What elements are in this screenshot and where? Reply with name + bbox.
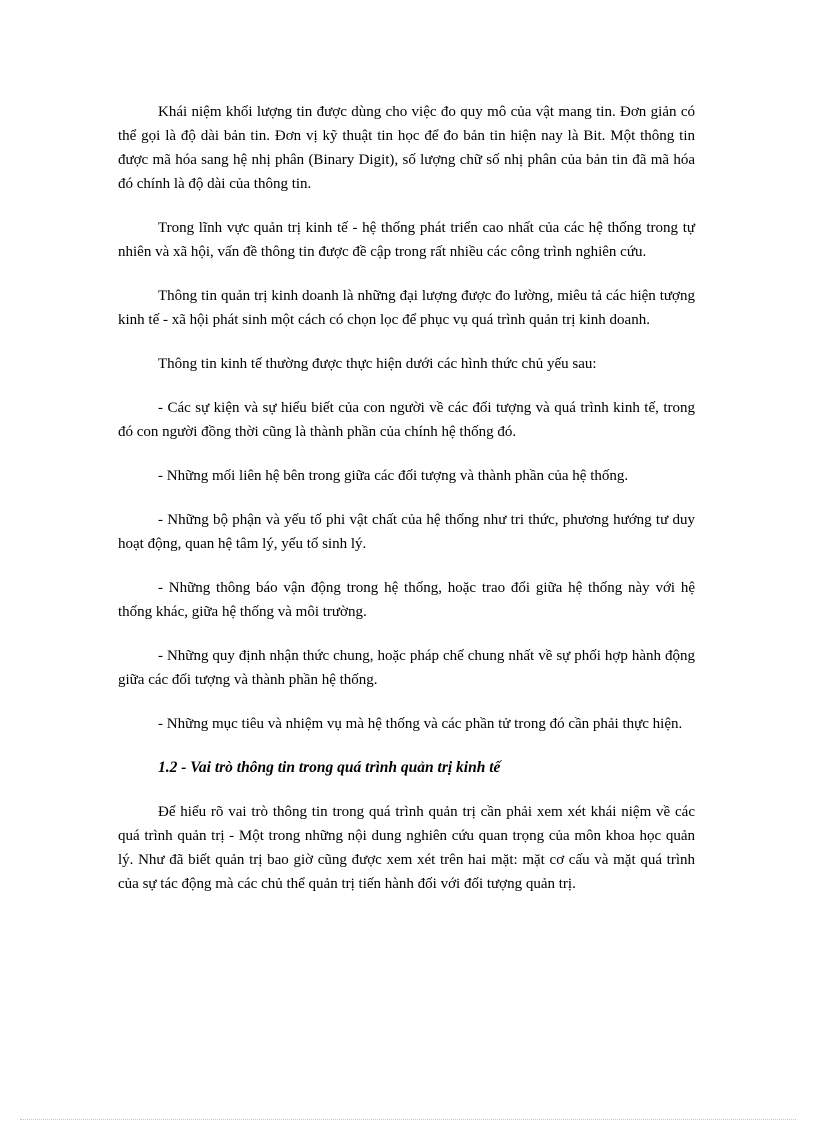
list-item-goals: - Những mục tiêu và nhiệm vụ mà hệ thống và các phần tử trong đó cần phải thực hiện. — [158, 716, 683, 732]
list-item-events: - Các sự kiện và sự hiểu biết của con người về các đối tượng và quá trình kinh tế, trong đó con người đồng thời cũng là thành phần của chính hệ thống đó. — [118, 400, 695, 440]
list-item-messages: - Những thông báo vận động trong hệ thống, hoặc trao đổi giữa hệ thống này với hệ thống khác, giữa hệ thống và môi trường. — [118, 580, 695, 620]
document-page — [118, 100, 695, 916]
page-bottom-divider — [20, 1119, 796, 1120]
paragraph-information-volume: Khái niệm khối lượng tin được dùng cho việc đo quy mô của vật mang tin. Đơn giản có thể gọi là độ dài bản tin. Đơn vị kỹ thuật tin học để đo bản tin hiện nay là Bit. Một thông tin được mã hóa sang hệ nhị phân (Binary Digit), số lượng chữ số nhị phân của bản tin đã mã hóa đó chính là độ dài của thông tin. — [118, 104, 695, 192]
paragraph-forms-intro: Thông tin kinh tế thường được thực hiện dưới các hình thức chủ yếu sau: — [158, 356, 597, 372]
paragraph-management-processes: Để hiểu rõ vai trò thông tin trong quá trình quản trị cần phải xem xét khái niệm về các quá trình quản trị - Một trong những nội dung nghiên cứu quan trọng của môn khoa học quản lý. Như đã biết quản trị bao giờ cũng được xem xét trên hai mặt: mặt cơ cấu và mặt quá trình của sự tác động mà các chủ thể quản trị tiến hành đối với đối tượng quản trị. — [118, 804, 695, 892]
list-item-regulations: - Những quy định nhận thức chung, hoặc pháp chế chung nhất về sự phối hợp hành động giữa các đối tượng và thành phần hệ thống. — [118, 648, 695, 688]
list-item-internal-relations: - Những mối liên hệ bên trong giữa các đối tượng và thành phần của hệ thống. — [158, 468, 629, 484]
paragraph-economic-management: Trong lĩnh vực quản trị kinh tế - hệ thống phát triển cao nhất của các hệ thống trong tự nhiên và xã hội, vấn đề thông tin được đề cập trong rất nhiều các công trình nghiên cứu. — [118, 220, 695, 260]
list-item-immaterial-parts: - Những bộ phận và yếu tố phi vật chất của hệ thống như tri thức, phương hướng tư duy hoạt động, quan hệ tâm lý, yếu tố sinh lý. — [118, 512, 695, 552]
paragraph-business-information: Thông tin quản trị kinh doanh là những đại lượng được đo lường, miêu tả các hiện tượng kinh tế - xã hội phát sinh một cách có chọn lọc để phục vụ quá trình quản trị kinh doanh. — [118, 288, 695, 328]
section-heading: 1.2 - Vai trò thông tin trong quá trình quản trị kinh tế — [158, 759, 501, 776]
